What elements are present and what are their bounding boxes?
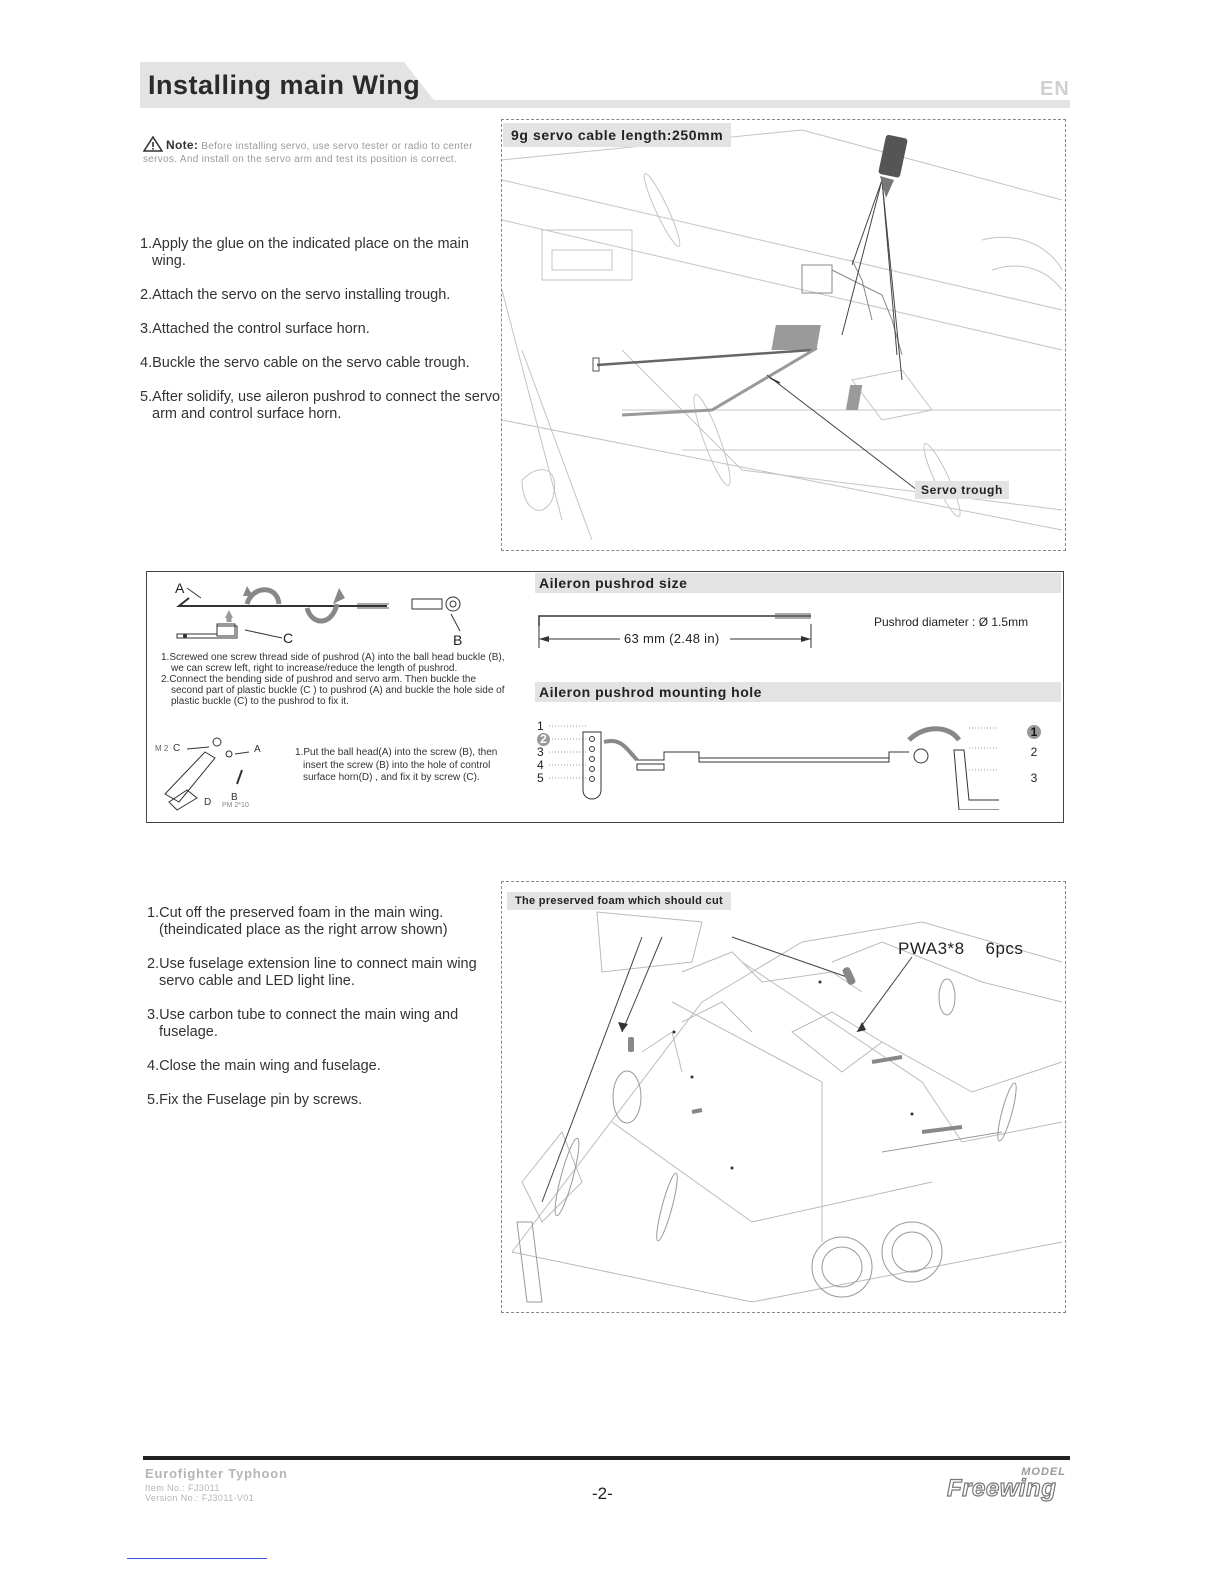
mounting-hole-drawing (549, 720, 999, 810)
section3-step: 4.Close the main wing and fuselage. (147, 1058, 381, 1074)
note-label: Note: (166, 138, 199, 152)
letter-a: A (175, 580, 185, 596)
pushrod-instructions (161, 652, 511, 707)
pushrod-assembly-diagram (157, 576, 497, 656)
servo-trough-label: Servo trough (915, 481, 1009, 499)
pushrod-info-box (146, 571, 1064, 823)
letter-c-small: C (173, 743, 181, 754)
footer-rule (143, 1456, 1070, 1460)
wing-servo-illustration (501, 119, 1066, 551)
letter-b-small: B (231, 792, 238, 803)
horn-hole-number: 2 (1030, 745, 1038, 759)
logo-sub-text: MODEL (1021, 1466, 1066, 1478)
servo-hole-number: 4 (537, 758, 544, 772)
pushrod-instruction: 1.Screwed one screw thread side of pushrod (A) into the ball head buckle (B), we can screw left, right to increase/reduce the length of pushrod. (161, 652, 505, 674)
section1-step: 3.Attached the control surface horn. (140, 321, 370, 337)
letter-d-small: D (204, 797, 212, 808)
horn-hole-number: 3 (1030, 771, 1038, 785)
screw-count-label: PWA3*8 6pcs (898, 939, 1024, 958)
screw-label: PM 2*10 (222, 802, 249, 809)
freewing-logo (945, 1466, 1070, 1502)
servo-cable-label: 9g servo cable length:250mm (503, 123, 731, 147)
ball-head-instruction: 1.Put the ball head(A) into the screw (B), then insert the screw (B) into the hole of control surface horn(D) , and fix it by screw (C). (295, 747, 498, 783)
section1-step: 4.Buckle the servo cable on the servo cable trough. (140, 355, 470, 371)
note-text: Before installing servo, use servo tester or radio to center servos. And install on the servo arm and test its position is correct. (143, 141, 473, 165)
preserved-foam-label: The preserved foam which should cut (507, 892, 731, 910)
horn-hole-numbers (1027, 721, 1041, 785)
section3-step: 1.Cut off the preserved foam in the main wing. (theindicated place as the right arrow shown) (147, 905, 448, 938)
pushrod-instruction: 2.Connect the bending side of pushrod and servo arm. Then buckle the second part of plastic buckle (C ) to pushrod (A) and buckle the hole side of plastic buckle (C) to the pushrod to fix it. (161, 674, 505, 707)
mounting-hole-header: Aileron pushrod mounting hole (535, 682, 1061, 702)
section3-step: 3.Use carbon tube to connect the main wing and fuselage. (147, 1007, 459, 1040)
section3-step: 5.Fix the Fuselage pin by screws. (147, 1092, 363, 1108)
page-number: -2- (592, 1484, 613, 1503)
section1-step: 1.Apply the glue on the indicated place on the main wing. (140, 236, 469, 269)
section1-steps (140, 236, 500, 440)
logo-text: Freewing (947, 1475, 1057, 1502)
letter-a-small: A (254, 744, 261, 755)
section3-steps (147, 905, 492, 1126)
servo-hole-number: 5 (537, 771, 544, 785)
section3-step: 2.Use fuselage extension line to connect main wing servo cable and LED light line. (147, 956, 477, 989)
footer-meta (145, 1483, 254, 1503)
pushrod-length-label: 63 mm (2.48 in) (624, 631, 720, 646)
language-label: EN (1040, 78, 1070, 100)
bottom-link-underline (127, 1558, 267, 1559)
title-underline (140, 100, 1070, 108)
m2-label: M 2 (155, 744, 169, 753)
footer-item-no: Item No.: FJ3011 (145, 1483, 220, 1493)
pushrod-diameter-label: Pushrod diameter : Ø 1.5mm (874, 615, 1029, 629)
note-block (143, 136, 488, 166)
fuselage-assembly-illustration (501, 881, 1066, 1313)
servo-hole-number-selected: 2 (537, 733, 550, 746)
servo-hole-number: 3 (537, 745, 544, 759)
page-title: Installing main Wing (148, 70, 421, 100)
letter-c: C (283, 630, 294, 646)
footer-model-name: Eurofighter Typhoon (145, 1466, 288, 1481)
warning-icon (143, 136, 163, 152)
section1-step: 2.Attach the servo on the servo installing trough. (140, 287, 451, 303)
servo-hole-number: 1 (537, 719, 544, 733)
section1-step: 5.After solidify, use aileron pushrod to connect the servo arm and control surface horn. (140, 389, 501, 422)
letter-b: B (453, 632, 463, 648)
horn-hole-number-selected: 1 (1027, 725, 1041, 739)
footer-version-no: Version No.: FJ3011-V01 (145, 1493, 255, 1503)
pushrod-size-header: Aileron pushrod size (535, 573, 1061, 593)
